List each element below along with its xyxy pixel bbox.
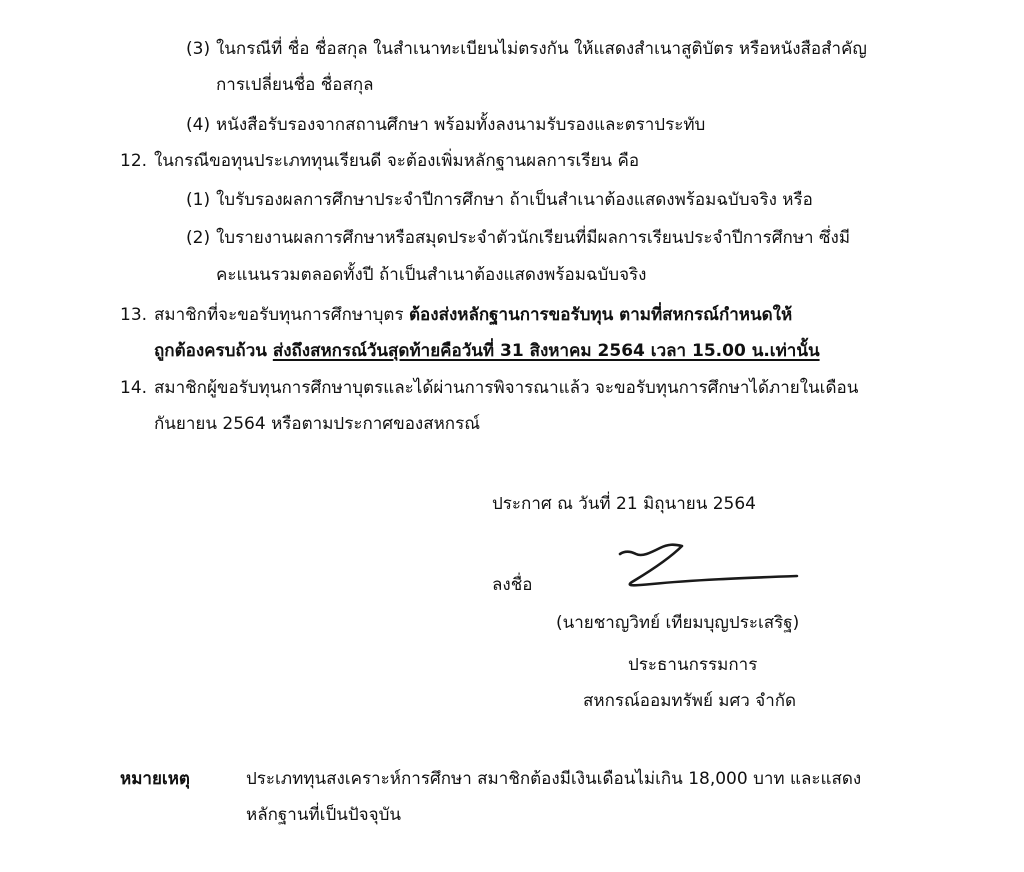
note-line1: ประเภททุนสงเคราะห์การศึกษา สมาชิกต้องมีเงินเดือนไม่เกิน 18,000 บาท และแสดง [246, 769, 862, 789]
item11-sub4-text: หนังสือรับรองจากสถานศึกษา พร้อมทั้งลงนามรับรองและตราประทับ [216, 115, 706, 135]
item11-sub3-line1: ในกรณีที่ ชื่อ ชื่อสกุล ในสำเนาทะเบียนไม่ตรงกัน ให้แสดงสำเนาสูติบัตร หรือหนังสือสำคัญ [216, 39, 867, 59]
item14-number: 14. [120, 378, 148, 398]
signer-position: ประธานกรรมการ [628, 655, 758, 675]
item13-line2-bold: ถูกต้องครบถ้วน [154, 341, 273, 361]
item12-sub1-number: (1) [186, 190, 211, 210]
item12-sub1-text: ใบรับรองผลการศึกษาประจำปีการศึกษา ถ้าเป็นสำเนาต้องแสดงพร้อมฉบับจริง หรือ [216, 190, 813, 210]
item11-sub3-line2: การเปลี่ยนชื่อ ชื่อสกุล [216, 75, 374, 95]
item12-text: ในกรณีขอทุนประเภททุนเรียนดี จะต้องเพิ่มหลักฐานผลการเรียน คือ [154, 151, 640, 171]
item14-line2: กันยายน 2564 หรือตามประกาศของสหกรณ์ [154, 414, 481, 434]
note-line2: หลักฐานที่เป็นปัจจุบัน [246, 805, 402, 825]
announcement-date: ประกาศ ณ วันที่ 21 มิถุนายน 2564 [492, 494, 756, 514]
item12-sub2-line2: คะแนนรวมตลอดทั้งปี ถ้าเป็นสำเนาต้องแสดงพร้อมฉบับจริง [216, 265, 647, 285]
sign-label: ลงชื่อ [492, 575, 533, 595]
item11-sub3-number: (3) [186, 39, 211, 59]
item12-sub2-number: (2) [186, 228, 211, 248]
item13-line2 [154, 340, 820, 362]
item13-line1-bold: ต้องส่งหลักฐานการขอรับทุน ตามที่สหกรณ์กำหนดให้ [409, 305, 793, 325]
item13-line1-normal: สมาชิกที่จะขอรับทุนการศึกษาบุตร [154, 305, 410, 325]
item13-number: 13. [120, 305, 148, 325]
signature-image [612, 540, 802, 600]
item14-line1: สมาชิกผู้ขอรับทุนการศึกษาบุตรและได้ผ่านการพิจารณาแล้ว จะขอรับทุนการศึกษาได้ภายในเดือน [154, 378, 859, 398]
item13-deadline-underlined: ส่งถึงสหกรณ์วันสุดท้ายคือวันที่ 31 สิงหาคม 2564 เวลา 15.00 น.เท่านั้น [272, 341, 820, 361]
item12-sub2-line1: ใบรายงานผลการศึกษาหรือสมุดประจำตัวนักเรียนที่มีผลการเรียนประจำปีการศึกษา ซึ่งมี [216, 228, 851, 248]
item13-line1 [154, 304, 792, 326]
item12-number: 12. [120, 151, 148, 171]
note-label: หมายเหตุ [120, 769, 190, 789]
organization-name: สหกรณ์ออมทรัพย์ มศว จำกัด [583, 691, 797, 711]
item11-sub4-number: (4) [186, 115, 211, 135]
signer-name: (นายชาญวิทย์ เทียมบุญประเสริฐ) [556, 613, 800, 633]
